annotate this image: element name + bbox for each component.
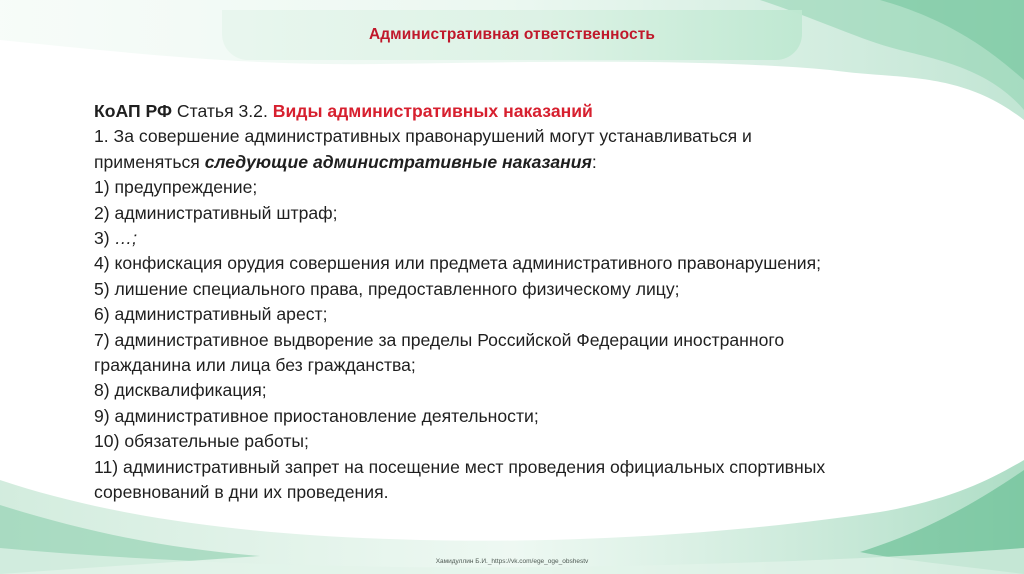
list-item: 10) обязательные работы; (94, 431, 309, 452)
list-item: 6) административный арест; (94, 304, 328, 325)
list-item-continuation: соревнований в дни их проведения. (94, 482, 389, 503)
code-name: КоАП РФ (94, 101, 173, 121)
article-topic: Виды административных наказаний (272, 101, 593, 121)
article-number: Статья 3.2. (172, 101, 273, 121)
title-banner (222, 10, 802, 60)
intro-emphasis: следующие административные наказания (204, 151, 592, 172)
list-item: 7) административное выдворение за пределы Российской Федерации иностранного (94, 329, 785, 350)
list-item: 8) дисквалификация; (94, 380, 267, 401)
list-item: 2) административный штраф; (94, 202, 338, 223)
slide-title: Административная ответственность (368, 26, 656, 43)
list-item-number: 3) (94, 228, 115, 249)
list-item: 9) административное приостановление деятельности; (94, 405, 539, 426)
slide-body (94, 99, 934, 506)
list-item-continuation: гражданина или лица без гражданства; (94, 355, 416, 376)
intro-line-2 (94, 150, 934, 175)
intro-line-2-end: : (591, 151, 597, 172)
list-item: 4) конфискация орудия совершения или предмета административного правонарушения; (94, 253, 822, 274)
article-heading (94, 99, 934, 124)
intro-line-2-start: применяться (94, 151, 205, 172)
list-item: 1) предупреждение; (94, 177, 258, 198)
footer-credit: Хамидуллин Б.И._https://vk.com/ege_oge_obshestv (435, 558, 589, 565)
list-item-ellipsis: …; (114, 228, 138, 249)
intro-line-1: 1. За совершение административных правонарушений могут устанавливаться и (94, 126, 752, 147)
list-item: 11) административный запрет на посещение мест проведения официальных спортивных (94, 456, 826, 477)
list-item (94, 226, 934, 251)
list-item: 5) лишение специального права, предоставленного физическому лицу; (94, 278, 680, 299)
